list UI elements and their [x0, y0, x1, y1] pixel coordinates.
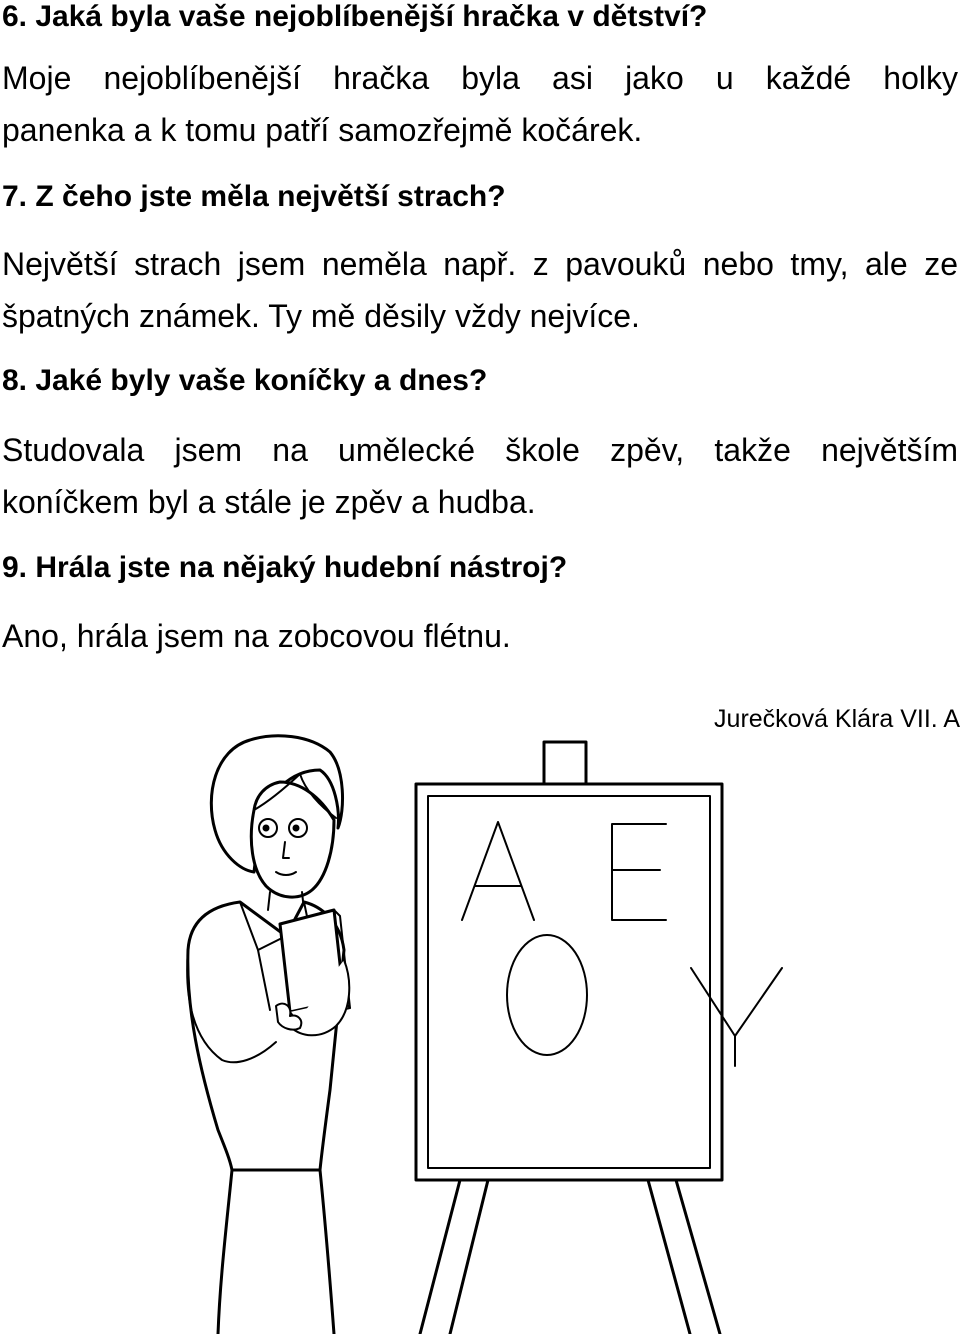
answer-6-line-2: panenka a k tomu patří samozřejmě kočárek.: [2, 112, 643, 148]
easel-board: [416, 742, 782, 1334]
left-pupil: [263, 825, 270, 832]
face: [251, 782, 334, 897]
easel-handle: [544, 742, 586, 784]
board-letter-o: [507, 935, 587, 1055]
question-8: 8. Jaké byly vaše koníčky a dnes?: [2, 364, 488, 397]
teacher-figure: [187, 736, 350, 1334]
question-6: 6. Jaká byla vaše nejoblíbenější hračka v dětství?: [2, 0, 708, 33]
answer-7-line-1: Největší strach jsem neměla např. z pavouků nebo tmy, ale ze: [2, 246, 958, 282]
answer-9-line-1: Ano, hrála jsem na zobcovou flétnu.: [2, 618, 511, 654]
answer-7-line-2: špatných známek. Ty mě děsily vždy nejvíce.: [2, 298, 640, 334]
board-letter-y: [691, 968, 782, 1066]
teacher-illustration: [0, 710, 960, 1334]
answer-8-line-1: Studovala jsem na umělecké škole zpěv, takže největším: [2, 432, 958, 468]
question-9: 9. Hrála jste na nějaký hudební nástroj?: [2, 551, 568, 584]
board-letter-a: [462, 822, 534, 920]
right-pupil: [293, 825, 300, 832]
board-frame: [416, 784, 722, 1180]
board-letter-e: [612, 824, 666, 920]
question-7: 7. Z čeho jste měla největší strach?: [2, 180, 506, 213]
board-inner: [428, 796, 710, 1168]
answer-8-line-2: koníčkem byl a stále je zpěv a hudba.: [2, 484, 536, 520]
author-signature: Jurečková Klára VII. A: [714, 705, 960, 733]
easel-leg-left: [420, 1180, 488, 1334]
skirt: [218, 1170, 334, 1334]
easel-leg-right: [648, 1180, 720, 1334]
answer-6-line-1: Moje nejoblíbenější hračka byla asi jako u každé holky: [2, 60, 958, 96]
